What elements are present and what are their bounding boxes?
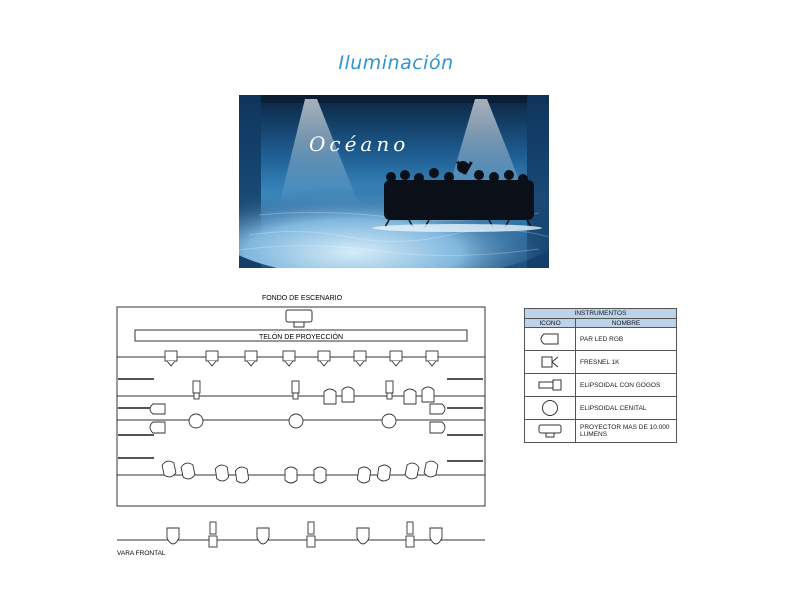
ellipsoidal-gobo-icon [292, 381, 299, 399]
legend-item-name: ELIPSOIDAL CON GOGOS [576, 374, 677, 397]
legend-icon-cell [525, 351, 576, 374]
fresnel-icon [206, 351, 218, 366]
par-led-icon [404, 389, 416, 404]
par-led-icon [430, 528, 442, 544]
par-led-icon [430, 404, 445, 414]
stage-word: Océano [309, 132, 410, 156]
screen-label: TELÓN DE PROYECCIÓN [258, 334, 344, 341]
fresnel-icon [283, 351, 295, 366]
par-led-icon [257, 528, 269, 544]
ellipsoidal-gobo-icon [537, 379, 563, 391]
fresnel-icon [245, 351, 257, 366]
par-led-icon [357, 528, 369, 544]
fresnel-icon [354, 351, 366, 366]
legend-title: INSTRUMENTOS [525, 309, 677, 319]
ellipsoidal-cenital-icon [189, 414, 203, 428]
ellipsoidal-gobo-icon [209, 522, 217, 547]
ellipsoidal-cenital-icon [382, 414, 396, 428]
backdrop-label: FONDO DE ESCENARIO [261, 295, 343, 302]
par-led-icon [404, 462, 419, 480]
fresnel-icon [390, 351, 402, 366]
ellipsoidal-gobo-icon [406, 522, 414, 547]
ellipsoidal-gobo-icon [307, 522, 315, 547]
legend-item-name: PROYECTOR MAS DE 10.000 LUMENS [576, 420, 677, 443]
ellipsoidal-cenital-icon [540, 399, 560, 417]
legend-item-name: FRESNEL 1K [576, 351, 677, 374]
par-led-icon [180, 462, 195, 480]
projector-icon [286, 310, 312, 327]
page-title: Iluminación [338, 52, 454, 74]
ellipsoidal-cenital-icon [289, 414, 303, 428]
par-led-icon [215, 464, 229, 482]
par-led-icon [538, 332, 562, 346]
legend-col-icon: ICONO [525, 319, 576, 328]
fresnel-icon [318, 351, 330, 366]
par-led-icon [150, 422, 165, 433]
fresnel-icon [538, 354, 562, 370]
par-led-icon [430, 422, 445, 433]
projector-icon [537, 423, 563, 439]
par-led-icon [167, 528, 179, 544]
legend-icon-cell [525, 374, 576, 397]
legend-icon-cell [525, 397, 576, 420]
instruments-legend [524, 308, 677, 443]
front-bar-label: VARA FRONTAL [117, 550, 166, 557]
par-led-icon [324, 389, 336, 404]
par-led-icon [422, 387, 434, 402]
par-led-icon [285, 467, 297, 483]
legend-icon-cell [525, 328, 576, 351]
ellipsoidal-gobo-icon [193, 381, 200, 399]
par-led-icon [342, 387, 354, 402]
par-led-icon [377, 464, 391, 482]
par-led-icon [235, 466, 249, 484]
legend-col-name: NOMBRE [576, 319, 677, 328]
ellipsoidal-gobo-icon [386, 381, 393, 399]
fresnel-icon [426, 351, 438, 366]
par-led-icon [314, 467, 326, 483]
legend-icon-cell [525, 420, 576, 443]
legend-item-name: PAR LED RGB [576, 328, 677, 351]
par-led-icon [150, 404, 165, 414]
fresnel-icon [165, 351, 177, 366]
legend-item-name: ELIPSOIDAL CENITAL [576, 397, 677, 420]
par-led-icon [357, 466, 371, 484]
